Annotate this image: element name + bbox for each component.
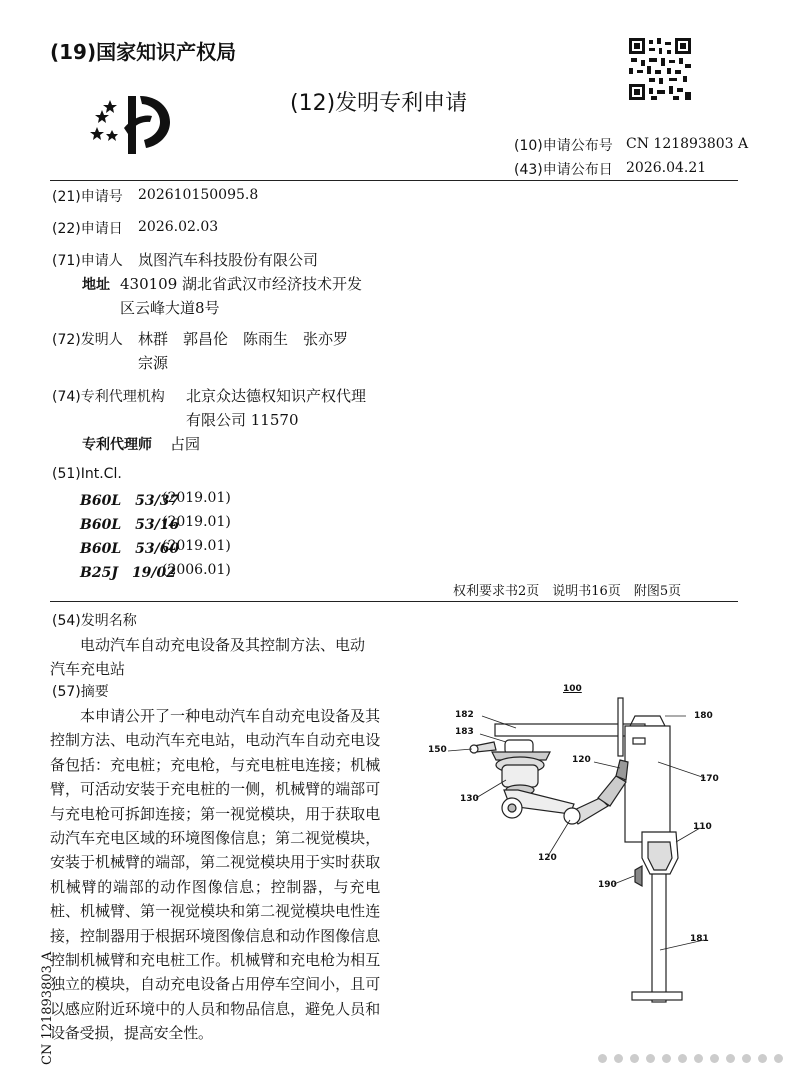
ipc-code: B60L 53/16 (80, 517, 180, 533)
label-170: 170 (700, 774, 719, 784)
label-120-lower: 120 (538, 853, 557, 863)
publication-date: 2026.04.21 (626, 160, 707, 176)
label-110: 110 (693, 822, 712, 832)
ipc-version: (2019.01) (162, 514, 231, 530)
inventors-line2: 宗源 (138, 354, 169, 372)
application-date-label: (22)申请日 (52, 221, 123, 237)
ipc-code: B60L 53/37 (80, 493, 180, 509)
publication-number: CN 121893803 A (626, 136, 749, 152)
label-182: 182 (455, 710, 474, 720)
qr-code-icon (629, 38, 691, 100)
header-divider (50, 180, 738, 181)
page-dots (598, 1048, 790, 1067)
agent-label: 专利代理师 (82, 437, 152, 453)
inventor-label: (72)发明人 (52, 332, 123, 348)
applicant-label: (71)申请人 (52, 253, 123, 269)
label-181: 181 (690, 934, 709, 944)
page-count-info: 权利要求书2页 说明书16页 附图5页 (453, 584, 682, 599)
agency-label: (74)专利代理机构 (52, 389, 165, 405)
ipc-label: (51)Int.Cl. (52, 466, 122, 482)
document-type: (12)发明专利申请 (290, 91, 468, 116)
invention-title-line1: 电动汽车自动充电设备及其控制方法、电动 (80, 636, 366, 654)
ipc-version: (2006.01) (162, 562, 231, 578)
application-number-label: (21)申请号 (52, 189, 123, 205)
title-label: (54)发明名称 (52, 613, 137, 629)
address-label: 地址 (82, 277, 110, 293)
label-180: 180 (694, 711, 713, 721)
ipc-version: (2019.01) (162, 490, 231, 506)
publication-date-label: (43)申请公布日 (514, 162, 613, 178)
label-120-upper: 120 (572, 755, 591, 765)
cnipa-logo-icon (88, 88, 178, 158)
agency-line2: 有限公司 11570 (186, 411, 299, 429)
invention-title-line2: 汽车充电站 (50, 660, 126, 678)
ipc-code: B60L 53/60 (80, 541, 180, 557)
mount-plate (618, 698, 623, 756)
agent: 占园 (170, 435, 201, 453)
address-line1: 430109 湖北省武汉市经济技术开发 (120, 275, 363, 293)
inventors-line1: 林群 郭昌伦 陈雨生 张亦罗 (138, 330, 349, 348)
figure-number: 100 (563, 684, 582, 694)
office-name: (19)国家知识产权局 (50, 40, 237, 64)
side-publication-number: CN 121893803 A (40, 951, 55, 1065)
abstract-label: (57)摘要 (52, 684, 109, 700)
agency-line1: 北京众达德权知识产权代理 (186, 387, 367, 405)
ipc-code: B25J 19/02 (80, 565, 177, 581)
address-line2: 区云峰大道8号 (120, 299, 220, 317)
applicant: 岚图汽车科技股份有限公司 (138, 251, 319, 269)
abstract-text: 本申请公开了一种电动汽车自动充电设备及其控制方法、电动汽车充电站，电动汽车自动充电设备包括：充电桩；充电枪，与充电桩电连接；机械臂，可活动安装于充电桩的一侧，机械臂的端部可与充电枪可拆卸连接；第一视觉模块，用于获取电动汽车充电区域的环境图像信息；第二视觉模块，安装于机械臂的端部，第二视觉模块用于实时获取机械臂的端部的动作图像信息；控制器，与充电桩、机械臂、第一视觉模块和第二视觉模块电性连接，控制器用于根据环境图像信息和动作图像信息控制机械臂和充电桩工作。机械臂和充电枪为相互独立的模块，自动充电设备占用停车空间小，且可以感应附近环境中的人员和物品信息，避免人员和设备受损，提高安全性。 (50, 707, 380, 1043)
label-183: 183 (455, 727, 474, 737)
publication-number-label: (10)申请公布号 (514, 138, 613, 154)
application-number: 202610150095.8 (138, 187, 259, 203)
charging-cabinet (625, 726, 670, 842)
section-divider (50, 601, 738, 602)
application-date: 2026.02.03 (138, 219, 219, 235)
label-190: 190 (598, 880, 617, 890)
label-150: 150 (428, 745, 447, 755)
label-130: 130 (460, 794, 479, 804)
ipc-version: (2019.01) (162, 538, 231, 554)
